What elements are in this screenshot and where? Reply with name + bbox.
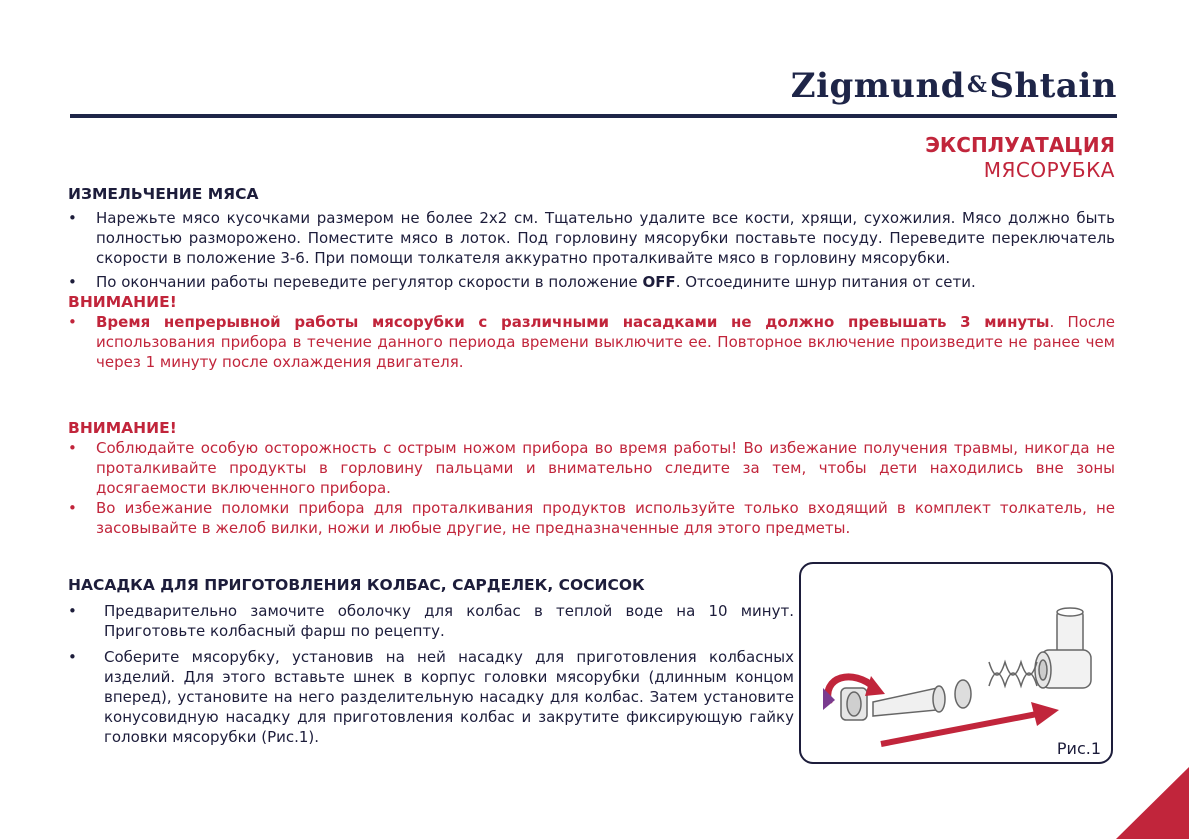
list-item: • Нарежьте мясо кусочками размером не более 2х2 см. Тщательно удалите все кости, хрящи, сухожилия. Мясо должно быть полностью разморожено. Поместите мясо в лоток. Под горловину мясорубки поставьте посуду. Переведите переключатель скорости в положение 3-6. При помощи толкателя аккуратно проталкивайте мясо в горловину мясорубки. xyxy=(68,209,1115,267)
list-item: • Предварительно замочите оболочку для колбас в теплой воде на 10 минут. Приготовьте колбасный фарш по рецепту. xyxy=(68,602,794,640)
section-title-main: ЭКСПЛУАТАЦИЯ xyxy=(925,133,1115,157)
list-item: • Соберите мясорубку, установив на ней насадку для приготовления колбасных изделий. Для этого вставьте шнек в корпус головки мясорубки (длинным концом вперед), установите на него разделительную насадку для колбас. Затем установите конусовидную насадку для приготовления колбас и закрутите фиксирующую гайку головки мясорубки (Рис.1). xyxy=(68,648,794,746)
warning-item: • Время непрерывной работы мясорубки с различными насадками не должно превышать 3 минуты. После использования прибора в течение данного периода времени выключите ее. Повторное включение произведите не ранее чем через 1 минуту после охлаждения двигателя. xyxy=(68,313,1115,371)
assembly-figure xyxy=(799,562,1113,764)
bullet: • xyxy=(68,273,77,291)
bullet: • xyxy=(68,648,77,666)
brand-logo: Zigmund&Shtain xyxy=(790,66,1117,106)
warning-heading: ВНИМАНИЕ! xyxy=(68,293,177,311)
warning-item: • Соблюдайте особую осторожность с острым ножом прибора во время работы! Во избежание получения травмы, никогда не проталкивайте продукты в горловину пальцами и внимательно следите за тем, чтобы дети находились вне зоны досягаемости включенного прибора. xyxy=(68,439,1115,497)
meat-grinding-heading: ИЗМЕЛЬЧЕНИЕ МЯСА xyxy=(68,185,259,203)
sausage-cone xyxy=(873,686,945,716)
sausage-attachment-section xyxy=(68,575,794,747)
header-rule xyxy=(70,114,1117,118)
bullet: • xyxy=(68,313,77,331)
grinder-assembly-illustration xyxy=(801,564,1111,762)
locking-nut xyxy=(841,688,867,720)
bullet: • xyxy=(68,439,77,457)
bullet: • xyxy=(68,209,77,227)
section-title xyxy=(925,133,1115,183)
direction-arrow xyxy=(881,714,1037,744)
list-item: • По окончании работы переведите регулятор скорости в положение OFF. Отсоедините шнур питания от сети. xyxy=(68,273,976,291)
separator-disc xyxy=(955,680,971,708)
grinder-head xyxy=(1035,608,1091,688)
corner-decoration xyxy=(1064,767,1189,839)
safety-warning-section xyxy=(68,418,1115,538)
sausage-attachment-heading: НАСАДКА ДЛЯ ПРИГОТОВЛЕНИЯ КОЛБАС, САРДЕЛЕК, СОСИСОК xyxy=(68,576,645,594)
bullet: • xyxy=(68,602,77,620)
figure-caption: Рис.1 xyxy=(1056,739,1101,758)
bullet: • xyxy=(68,499,77,517)
section-subtitle: МЯСОРУБКА xyxy=(983,158,1115,182)
meat-grinding-section xyxy=(68,184,1115,372)
warning-item: • Во избежание поломки прибора для проталкивания продуктов используйте только входящий в комплект толкатель, не засовывайте в желоб вилки, ножи и любые другие, не предназначенные для этого предметы. xyxy=(68,499,1115,537)
warning-heading: ВНИМАНИЕ! xyxy=(68,419,177,437)
auger xyxy=(989,662,1037,686)
